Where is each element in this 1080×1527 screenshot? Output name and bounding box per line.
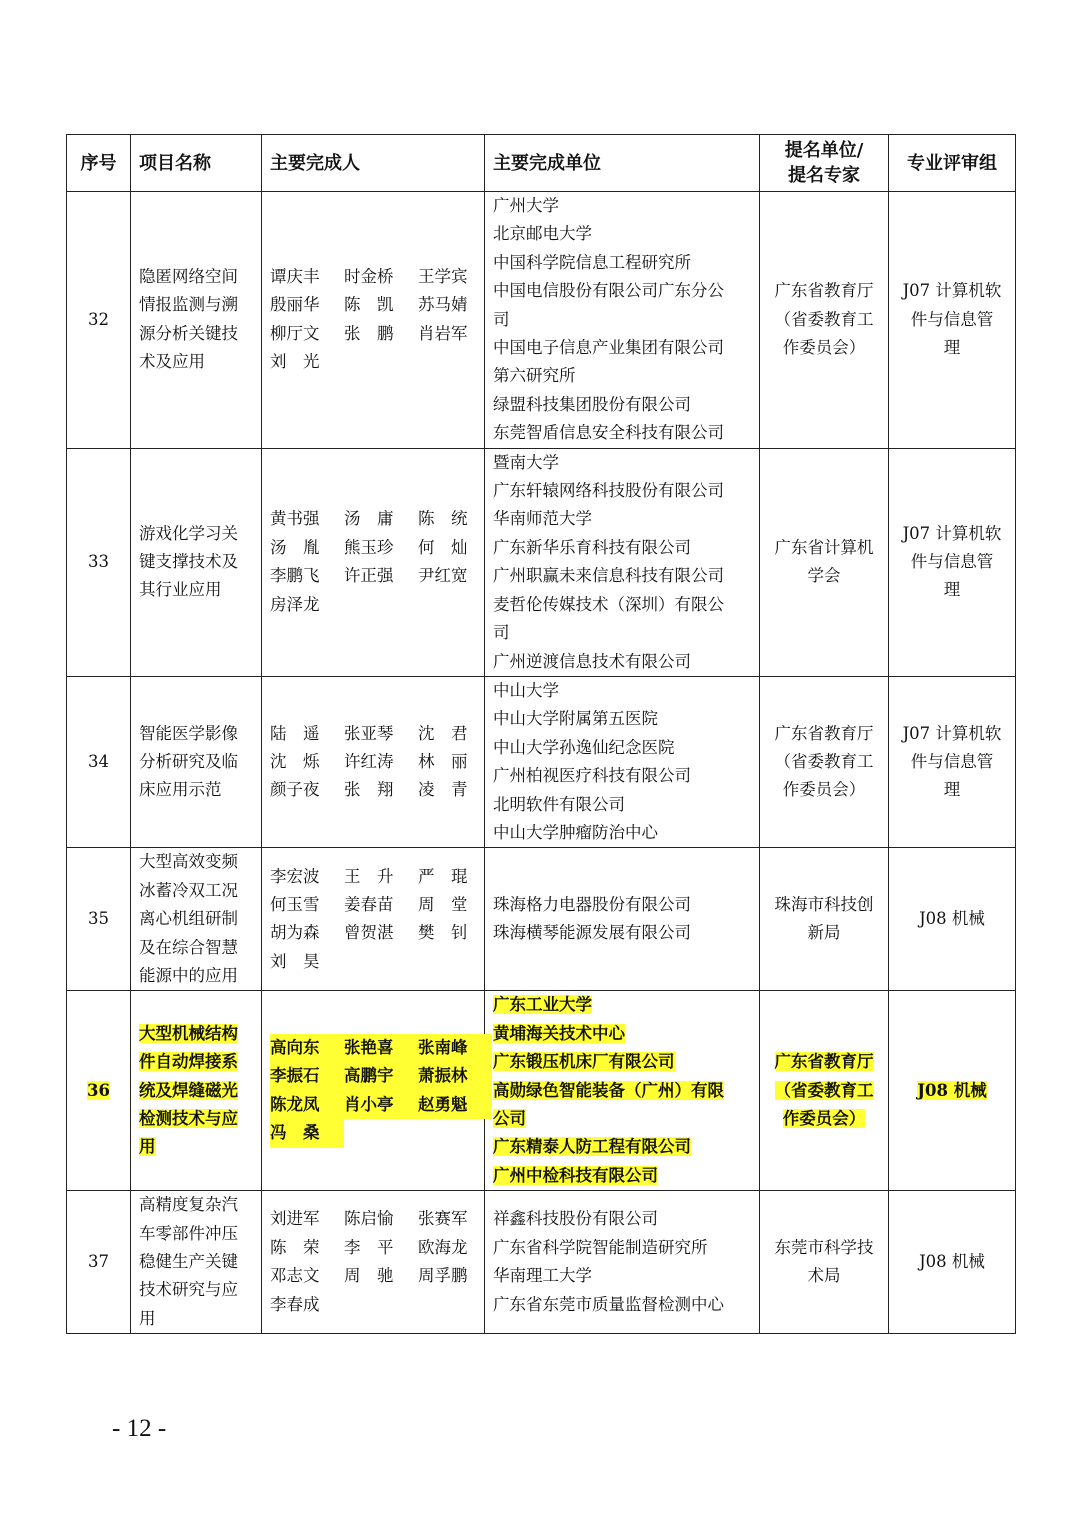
project-name-line: 离心机组研制 [139, 909, 238, 929]
cell-main-people [262, 1191, 485, 1334]
unit-line: 黄埔海关技术中心 [493, 1023, 625, 1043]
person-name: 陈 统 [418, 509, 468, 529]
people-line [270, 891, 476, 919]
unit-line: 珠海格力电器股份有限公司 [493, 894, 691, 914]
cell-nominator [760, 991, 889, 1191]
people-line [270, 291, 476, 319]
index-value: 35 [88, 909, 109, 929]
people-line [270, 534, 476, 562]
person-name: 苏马婧 [418, 295, 468, 315]
project-name-line: 智能医学影像 [139, 723, 238, 743]
project-name-line: 能源中的应用 [139, 965, 238, 985]
nominator-line: 广东省计算机 [774, 537, 874, 557]
nominator-line: 广东省教育厅 [774, 1052, 874, 1072]
person-name: 许正强 [344, 566, 394, 586]
review-group-line: J08 机械 [917, 1080, 987, 1100]
people-line [270, 1062, 476, 1090]
cell-index [67, 991, 131, 1191]
review-group-line: 件与信息管 [910, 309, 994, 329]
project-name-line: 冰蓄冷双工况 [139, 880, 238, 900]
person-name: 周 驰 [344, 1266, 394, 1286]
people-line [270, 1234, 476, 1262]
unit-line: 广州逆渡信息技术有限公司 [493, 651, 691, 671]
cell-review-group [889, 676, 1016, 847]
nominator-line: 广东省教育厅 [774, 281, 874, 301]
cell-main-units [485, 448, 760, 676]
index-value: 32 [88, 309, 109, 329]
unit-line: 广州职赢未来信息科技有限公司 [493, 566, 724, 586]
person-name: 胡为森 [270, 923, 320, 943]
unit-line: 广东锻压机床厂有限公司 [493, 1052, 675, 1072]
person-name: 汤 庸 [344, 509, 394, 529]
people-line [270, 562, 476, 590]
cell-review-group [889, 991, 1016, 1191]
header-nominator-line2: 提名专家 [788, 165, 860, 186]
person-name: 肖岩军 [418, 323, 468, 343]
unit-line: 北京邮电大学 [493, 224, 592, 244]
cell-review-group [889, 848, 1016, 991]
unit-line: 绿盟科技集团股份有限公司 [493, 394, 691, 414]
person-name: 刘进军 [270, 1209, 320, 1229]
nominator-line: 作委员会） [782, 338, 866, 358]
nominator-line: 作委员会） [782, 780, 866, 800]
cell-nominator [760, 192, 889, 449]
person-name: 陈启愉 [344, 1209, 394, 1229]
unit-line: 珠海横琴能源发展有限公司 [493, 923, 691, 943]
cell-main-units [485, 991, 760, 1191]
unit-line: 麦哲伦传媒技术（深圳）有限公 [493, 594, 724, 614]
unit-line: 中山大学肿瘤防治中心 [493, 822, 658, 842]
person-name: 欧海龙 [418, 1237, 468, 1257]
people-line [270, 1034, 476, 1062]
unit-line: 中国电子信息产业集团有限公司 [493, 338, 724, 358]
cell-main-people [262, 676, 485, 847]
cell-project-name [131, 676, 262, 847]
review-group-line: 理 [943, 780, 961, 800]
project-name-line: 隐匿网络空间 [139, 267, 238, 287]
person-name: 王 升 [344, 866, 394, 886]
unit-line: 广东省东莞市质量监督检测中心 [493, 1294, 724, 1314]
unit-line: 华南师范大学 [493, 509, 592, 529]
table-header-row [67, 135, 1016, 192]
project-name-line: 源分析关键技 [139, 323, 238, 343]
unit-line: 东莞智盾信息安全科技有限公司 [493, 423, 724, 443]
people-line [270, 320, 476, 348]
index-value: 34 [88, 751, 109, 771]
person-name: 尹红宽 [418, 566, 468, 586]
header-main-people: 主要完成人 [262, 135, 485, 192]
people-line [270, 1291, 476, 1319]
people-line [270, 1262, 476, 1290]
cell-project-name [131, 848, 262, 991]
unit-line: 北明软件有限公司 [493, 794, 625, 814]
cell-main-people [262, 192, 485, 449]
person-name: 萧振林 [418, 1062, 492, 1090]
person-name: 高鹏宇 [344, 1062, 418, 1090]
people-line [270, 1091, 476, 1119]
cell-nominator [760, 676, 889, 847]
header-review-group: 专业评审组 [889, 135, 1016, 192]
person-name: 柳厅文 [270, 323, 320, 343]
header-project-name: 项目名称 [131, 135, 262, 192]
page-number: - 12 - [112, 1415, 167, 1442]
nominator-line: 术局 [807, 1266, 841, 1286]
person-name: 刘 光 [270, 352, 320, 372]
person-name: 谭庆丰 [270, 267, 320, 287]
cell-main-units [485, 192, 760, 449]
cell-main-people [262, 448, 485, 676]
person-name: 赵勇魁 [418, 1091, 492, 1119]
nominator-line: （省委教育工 [774, 751, 874, 771]
project-name-line: 用 [139, 1137, 156, 1157]
cell-main-units [485, 1191, 760, 1334]
cell-index [67, 848, 131, 991]
person-name: 李宏波 [270, 866, 320, 886]
person-name: 张南峰 [418, 1034, 492, 1062]
project-name-line: 床应用示范 [139, 780, 222, 800]
people-line [270, 748, 476, 776]
project-name-line: 情报监测与溯 [139, 295, 238, 315]
unit-line: 中山大学 [493, 680, 559, 700]
unit-line: 广州柏视医疗科技有限公司 [493, 766, 691, 786]
review-group-line: J08 机械 [919, 1252, 985, 1272]
project-name-line: 稳健生产关键 [139, 1252, 238, 1272]
person-name: 姜春苗 [344, 894, 394, 914]
person-name: 黄书强 [270, 509, 320, 529]
person-name: 高向东 [270, 1034, 344, 1062]
review-group-line: J07 计算机软 [902, 723, 1002, 743]
review-group-line: J07 计算机软 [902, 281, 1002, 301]
index-value: 33 [88, 552, 109, 572]
unit-line: 广东精泰人防工程有限公司 [493, 1137, 691, 1157]
person-name: 陈 凯 [344, 295, 394, 315]
review-group-line: J07 计算机软 [902, 523, 1002, 543]
project-name-line: 技术研究与应 [139, 1280, 238, 1300]
unit-line: 广东新华乐育科技有限公司 [493, 537, 691, 557]
review-group-line: 理 [943, 338, 961, 358]
review-group-line: 件与信息管 [910, 751, 994, 771]
person-name: 时金桥 [344, 267, 394, 287]
index-value: 36 [87, 1080, 110, 1100]
person-name: 王学宾 [418, 267, 468, 287]
people-line [270, 776, 476, 804]
review-group-line: 理 [943, 580, 961, 600]
unit-line: 广州中检科技有限公司 [493, 1165, 658, 1185]
nominator-line: 珠海市科技创 [774, 894, 874, 914]
person-name: 何玉雪 [270, 894, 320, 914]
cell-project-name [131, 1191, 262, 1334]
unit-line: 中国电信股份有限公司广东分公 [493, 281, 724, 301]
unit-line: 广州大学 [493, 196, 559, 215]
person-name: 张亚琴 [344, 723, 394, 743]
person-name: 李春成 [270, 1294, 320, 1314]
project-name-line: 件自动焊接系 [139, 1052, 238, 1072]
unit-line: 祥鑫科技股份有限公司 [493, 1209, 658, 1229]
nominator-line: 新局 [807, 923, 841, 943]
nominator-line: 作委员会） [782, 1109, 866, 1128]
unit-line: 中国科学院信息工程研究所 [493, 252, 691, 272]
person-name: 张 鹏 [344, 323, 394, 343]
person-name: 何 灿 [418, 537, 468, 557]
person-name: 周孚鹏 [418, 1266, 468, 1286]
cell-main-units [485, 676, 760, 847]
person-name: 熊玉珍 [344, 537, 394, 557]
person-name: 张 翔 [344, 780, 394, 800]
cell-index [67, 676, 131, 847]
nominator-line: 学会 [807, 566, 841, 586]
people-line [270, 863, 476, 891]
person-name: 李 平 [344, 1237, 394, 1257]
cell-nominator [760, 848, 889, 991]
cell-index [67, 1191, 131, 1334]
unit-line: 广东工业大学 [493, 995, 592, 1015]
person-name: 沈 君 [418, 723, 468, 743]
person-name: 李振石 [270, 1062, 344, 1090]
unit-line: 中山大学附属第五医院 [493, 709, 658, 729]
cell-nominator [760, 1191, 889, 1334]
cell-project-name [131, 192, 262, 449]
unit-line: 第六研究所 [493, 366, 576, 386]
project-name-line: 其行业应用 [139, 580, 222, 600]
people-line [270, 591, 476, 619]
person-name: 许红涛 [344, 751, 394, 771]
person-name: 颜子夜 [270, 780, 320, 800]
person-name: 肖小亭 [344, 1091, 418, 1119]
project-name-line: 术及应用 [139, 352, 205, 372]
nominator-line: 广东省教育厅 [774, 723, 874, 743]
person-name: 沈 烁 [270, 751, 320, 771]
project-name-line: 及在综合智慧 [139, 937, 238, 957]
review-group-line: 件与信息管 [910, 552, 994, 572]
cell-index [67, 192, 131, 449]
nominator-line: 东莞市科学技 [774, 1237, 874, 1257]
cell-review-group [889, 448, 1016, 676]
people-line [270, 720, 476, 748]
person-name: 陆 遥 [270, 723, 320, 743]
people-line [270, 348, 476, 376]
header-index: 序号 [67, 135, 131, 192]
person-name: 陈 荣 [270, 1237, 320, 1257]
table-row [67, 448, 1016, 676]
person-name: 凌 青 [418, 780, 468, 800]
unit-line: 公司 [493, 1109, 526, 1128]
cell-main-people [262, 991, 485, 1191]
header-nominator-line1: 提名单位/ [784, 140, 864, 161]
cell-project-name [131, 991, 262, 1191]
unit-line: 暨南大学 [493, 452, 559, 472]
unit-line: 高勋绿色智能装备（广州）有限 [493, 1080, 724, 1100]
person-name: 陈龙凤 [270, 1091, 344, 1119]
header-nominator [760, 135, 889, 192]
project-name-line: 统及焊缝磁光 [139, 1080, 238, 1100]
unit-line: 华南理工大学 [493, 1266, 592, 1286]
person-name: 殷丽华 [270, 295, 320, 315]
cell-index [67, 448, 131, 676]
nominator-line: （省委教育工 [774, 1080, 874, 1100]
project-name-line: 大型机械结构 [139, 1023, 238, 1043]
person-name: 林 丽 [418, 751, 468, 771]
cell-review-group [889, 192, 1016, 449]
person-name: 张艳喜 [344, 1034, 418, 1062]
person-name: 周 堂 [418, 894, 468, 914]
cell-main-people [262, 848, 485, 991]
table-row [67, 1191, 1016, 1334]
project-name-line: 用 [139, 1308, 156, 1328]
person-name: 严 琨 [418, 866, 468, 886]
nominator-line: （省委教育工 [774, 309, 874, 329]
cell-review-group [889, 1191, 1016, 1334]
cell-nominator [760, 448, 889, 676]
person-name: 曾贺湛 [344, 923, 394, 943]
project-name-line: 游戏化学习关 [139, 523, 238, 543]
person-name: 汤 胤 [270, 537, 320, 557]
table-row [67, 192, 1016, 449]
unit-line: 司 [493, 309, 510, 329]
project-name-line: 检测技术与应 [139, 1109, 238, 1128]
project-name-line: 高精度复杂汽 [139, 1195, 238, 1215]
person-name: 房泽龙 [270, 594, 320, 614]
person-name: 冯 桑 [270, 1119, 344, 1147]
person-name: 李鹏飞 [270, 566, 320, 586]
people-line [270, 948, 476, 976]
table-row [67, 848, 1016, 991]
review-group-line: J08 机械 [919, 909, 985, 929]
index-value: 37 [88, 1252, 109, 1272]
project-name-line: 大型高效变频 [139, 852, 238, 872]
people-line [270, 263, 476, 291]
person-name: 邓志文 [270, 1266, 320, 1286]
person-name: 樊 钊 [418, 923, 468, 943]
people-line [270, 505, 476, 533]
unit-line: 中山大学孙逸仙纪念医院 [493, 737, 675, 757]
project-name-line: 键支撑技术及 [139, 552, 238, 572]
project-name-line: 车零部件冲压 [139, 1223, 238, 1243]
table-row [67, 676, 1016, 847]
person-name: 张赛军 [418, 1209, 468, 1229]
person-name: 刘 昊 [270, 951, 320, 971]
cell-project-name [131, 448, 262, 676]
awards-table [66, 134, 1016, 1334]
unit-line: 广东轩辕网络科技股份有限公司 [493, 481, 724, 501]
unit-line: 广东省科学院智能制造研究所 [493, 1237, 708, 1257]
cell-main-units [485, 848, 760, 991]
people-line [270, 919, 476, 947]
unit-line: 司 [493, 623, 510, 643]
people-line [270, 1119, 476, 1147]
people-line [270, 1205, 476, 1233]
table-row [67, 991, 1016, 1191]
project-name-line: 分析研究及临 [139, 751, 238, 771]
header-main-units: 主要完成单位 [485, 135, 760, 192]
